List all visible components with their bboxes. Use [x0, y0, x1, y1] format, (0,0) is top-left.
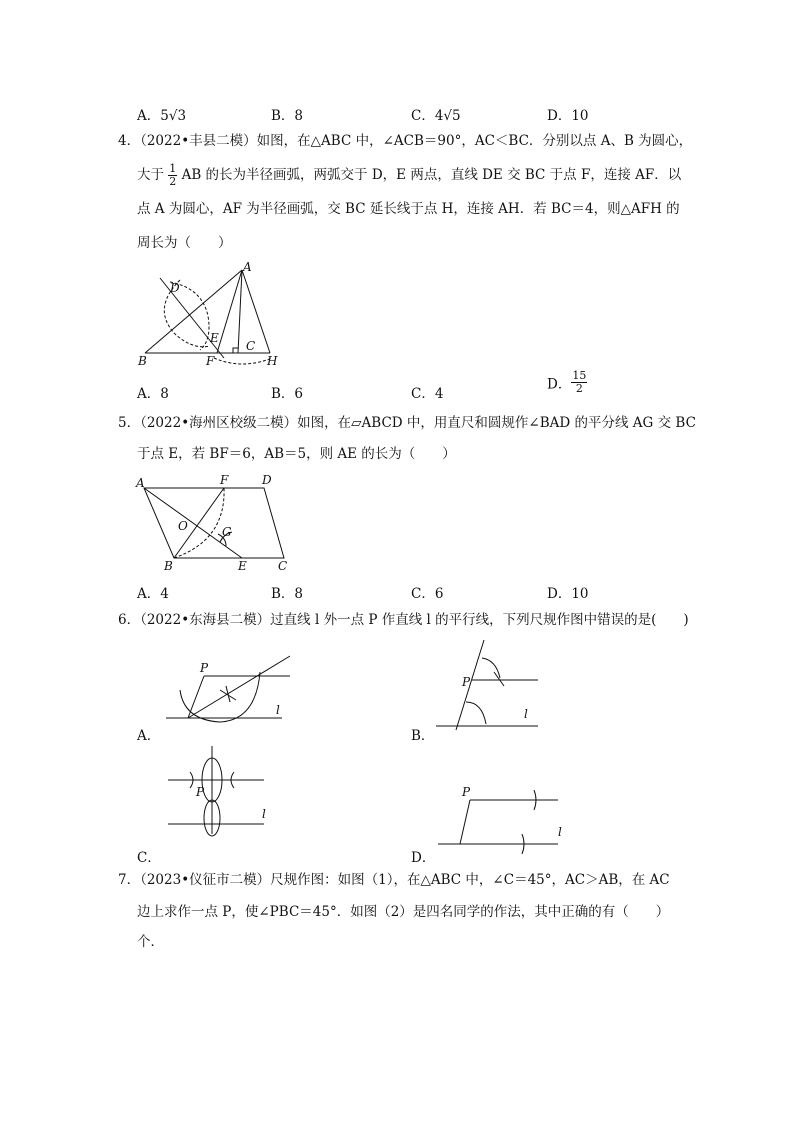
q5-label-b: B [164, 559, 173, 573]
q4-label-b: B [138, 354, 147, 368]
q3-option-c: C．4√5 [411, 108, 461, 124]
q4-figure [130, 258, 290, 370]
q4-line3: 点 A 为圆心，AF 为半径画弧，交 BC 延长线于点 H，连接 AH．若 BC＝4，则△AFH 的 [137, 201, 680, 217]
q6b-arc-lower [466, 702, 486, 724]
q4-arc-bottom [214, 358, 272, 364]
q5-label-g: G [222, 525, 232, 539]
q6-figure-a [160, 650, 300, 728]
q6d-segment [460, 800, 470, 844]
q4-label-h: H [267, 354, 278, 368]
q6d-label-l: l [558, 825, 562, 839]
q4-right-angle-mark [233, 348, 238, 353]
q6-figure-b [432, 638, 552, 730]
q3-option-d: D．10 [547, 108, 589, 124]
q6a-label-l: l [276, 703, 280, 717]
q7-line2: 边上求作一点 P，使∠PBC＝45°．如图（2）是四名同学的作法，其中正确的有（ ） [137, 904, 670, 920]
q5-label-d: D [262, 473, 272, 487]
q6-option-d: D． [411, 850, 436, 866]
q6c-label-l: l [262, 807, 266, 821]
q4-option-c: C．4 [411, 386, 444, 402]
q6b-label-l: l [524, 707, 528, 721]
q6d-label-p: P [462, 785, 471, 799]
q4-option-a: A．8 [137, 386, 169, 402]
q6-figure-d [434, 782, 564, 850]
q6-option-b: B． [411, 728, 435, 744]
q6b-arc-upper [482, 658, 500, 678]
q5-option-d: D．10 [547, 586, 589, 602]
q6a-big-arc [180, 672, 260, 722]
q4-segment-ab [145, 270, 242, 353]
q4-line2: 大于 $\frac{1}{2}$ AB 的长为半径画弧，两弧交于 D，E 两点，直线 DE 交 BC 于点 F，连接 AF．以 [137, 162, 682, 188]
q5-figure [134, 470, 294, 576]
q5-label-a: A [136, 476, 145, 490]
q7-line3: 个． [137, 934, 164, 950]
q5-option-b: B．8 [271, 586, 304, 602]
q6-line1: 6．（2022•东海县二模）过直线 l 外一点 P 作直线 l 的平行线，下列尺规作图中错误的是( ) [118, 612, 689, 628]
q6a-label-p: P [200, 661, 209, 675]
q5-option-a: A．4 [137, 586, 169, 602]
q5-option-c: C．6 [411, 586, 444, 602]
q5-line1: 5．（2022•海州区校级二模）如图，在▱ABCD 中，用直尺和圆规作∠BAD 的平分线 AG 交 BC [118, 415, 696, 431]
q5-label-e: E [238, 559, 247, 573]
q4-option-b: B．6 [271, 386, 304, 402]
q4-label-a: A [243, 260, 252, 274]
q6-figure-c [160, 744, 280, 836]
q5-label-c: C [278, 559, 288, 573]
q4-label-e: E [210, 331, 219, 345]
q4-line1: 4．（2022•丰县二模）如图，在△ABC 中，∠ACB＝90°，AC＜BC．分别以点 A、B 为圆心， [118, 133, 693, 149]
q5-label-o: O [178, 519, 188, 533]
q6b-label-p: P [462, 675, 471, 689]
q3-option-b: B．8 [271, 108, 304, 124]
q5-parallelogram [144, 488, 284, 558]
q4-label-d: D [170, 281, 180, 295]
q5-label-f: F [220, 473, 229, 487]
q5-line2: 于点 E，若 BF＝6，AB＝5，则 AE 的长为（ ） [137, 446, 456, 462]
q4-label-c: C [246, 339, 256, 353]
q6c-label-p: P [196, 785, 205, 799]
q6-option-a: A． [137, 728, 161, 744]
q7-line1: 7．（2023•仪征市二模）尺规作图：如图（1），在△ABC 中，∠C＝45°，AC＞AB，在 AC [118, 872, 670, 888]
q4-fraction: $\frac{1}{2}$ [169, 162, 177, 188]
q4-label-f: F [206, 354, 215, 368]
q6-option-c: C． [137, 850, 161, 866]
q4-option-d: D． $\frac{15}{2}$ [547, 369, 587, 395]
q4-line4: 周长为（ ） [137, 235, 232, 251]
q3-option-a: A．5√3 [137, 108, 187, 124]
